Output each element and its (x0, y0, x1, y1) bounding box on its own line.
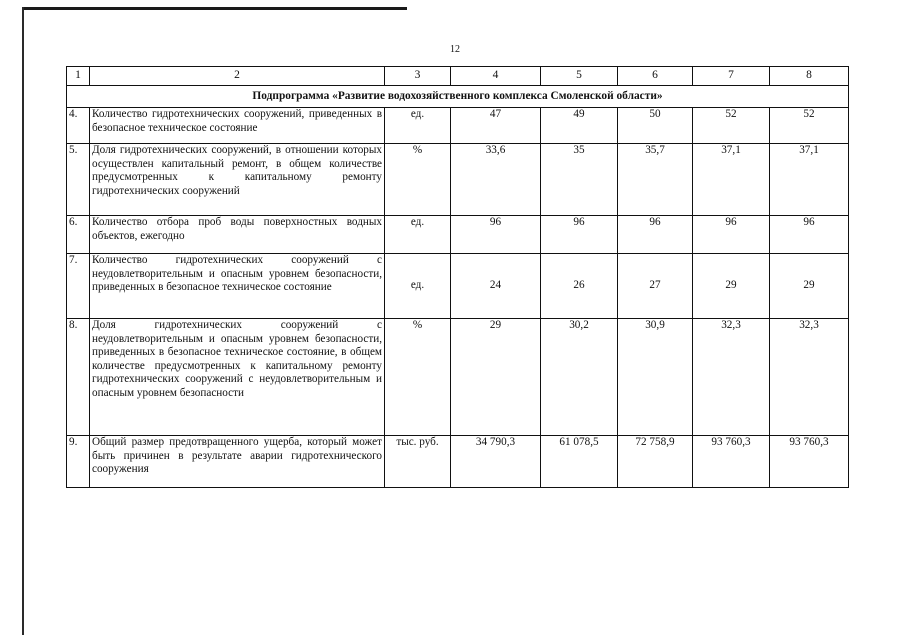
row-value: 72 758,9 (618, 436, 693, 488)
row-value: 32,3 (693, 319, 770, 436)
row-value: 37,1 (693, 144, 770, 216)
row-value: 27 (618, 254, 693, 319)
table-header-row (67, 67, 849, 86)
row-value: 35 (541, 144, 618, 216)
header-cell: 7 (693, 67, 770, 86)
row-unit: % (385, 144, 451, 216)
row-unit: тыс. руб. (385, 436, 451, 488)
row-value: 50 (618, 108, 693, 144)
row-value: 24 (451, 254, 541, 319)
table-row (67, 319, 849, 436)
header-cell: 2 (90, 67, 385, 86)
row-value: 93 760,3 (770, 436, 849, 488)
table-row (67, 216, 849, 254)
header-cell: 3 (385, 67, 451, 86)
section-title: Подпрограмма «Развитие водохозяйственного комплекса Смоленской области» (67, 86, 849, 108)
row-number: 4. (67, 108, 90, 144)
table-row (67, 144, 849, 216)
row-number: 8. (67, 319, 90, 436)
table-row (67, 436, 849, 488)
row-description: Доля гидротехнических сооружений, в отношении которых осуществлен капитальный ремонт, в общем количестве предусмотренных к капитальному ремонту гидротехнических сооружений (90, 144, 385, 216)
row-unit: % (385, 319, 451, 436)
row-value: 33,6 (451, 144, 541, 216)
row-number: 9. (67, 436, 90, 488)
row-description: Доля гидротехнических сооружений с неудовлетворительным и опасным уровнем безопасности, приведенных в безопасное техническое состояние, в общем количестве предусмотренных к капитальному ремонту гидротехнических сооружений с неудовлетворительным и опасным уровнем безопасности (90, 319, 385, 436)
table-row (67, 254, 849, 319)
row-value: 96 (451, 216, 541, 254)
row-value: 32,3 (770, 319, 849, 436)
row-value: 96 (770, 216, 849, 254)
scan-edge-top (22, 7, 407, 10)
row-unit: ед. (385, 216, 451, 254)
header-cell: 8 (770, 67, 849, 86)
header-cell: 6 (618, 67, 693, 86)
table-row (67, 108, 849, 144)
row-unit: ед. (385, 254, 451, 319)
row-value: 96 (693, 216, 770, 254)
row-value: 30,9 (618, 319, 693, 436)
row-value: 30,2 (541, 319, 618, 436)
row-description: Количество гидротехнических сооружений с неудовлетворительным и опасным уровнем безопасности, приведенных в безопасное техническое состояние (90, 254, 385, 319)
row-description: Количество отбора проб воды поверхностных водных объектов, ежегодно (90, 216, 385, 254)
row-unit: ед. (385, 108, 451, 144)
section-title-row (67, 86, 849, 108)
row-value: 35,7 (618, 144, 693, 216)
row-value: 52 (770, 108, 849, 144)
row-value: 49 (541, 108, 618, 144)
row-value: 96 (618, 216, 693, 254)
scan-edge-left (22, 7, 24, 635)
row-value: 96 (541, 216, 618, 254)
header-cell: 5 (541, 67, 618, 86)
row-value: 37,1 (770, 144, 849, 216)
row-value: 52 (693, 108, 770, 144)
row-value: 26 (541, 254, 618, 319)
row-description: Общий размер предотвращенного ущерба, который может быть причинен в результате аварии гидротехнического сооружения (90, 436, 385, 488)
indicators-table (66, 66, 849, 488)
row-value: 47 (451, 108, 541, 144)
row-number: 6. (67, 216, 90, 254)
row-number: 7. (67, 254, 90, 319)
row-description: Количество гидротехнических сооружений, приведенных в безопасное техническое состояние (90, 108, 385, 144)
row-value: 61 078,5 (541, 436, 618, 488)
row-value: 29 (770, 254, 849, 319)
row-value: 29 (693, 254, 770, 319)
header-cell: 4 (451, 67, 541, 86)
header-cell: 1 (67, 67, 90, 86)
row-value: 29 (451, 319, 541, 436)
row-value: 34 790,3 (451, 436, 541, 488)
row-number: 5. (67, 144, 90, 216)
row-value: 93 760,3 (693, 436, 770, 488)
page-number: 12 (450, 44, 460, 55)
